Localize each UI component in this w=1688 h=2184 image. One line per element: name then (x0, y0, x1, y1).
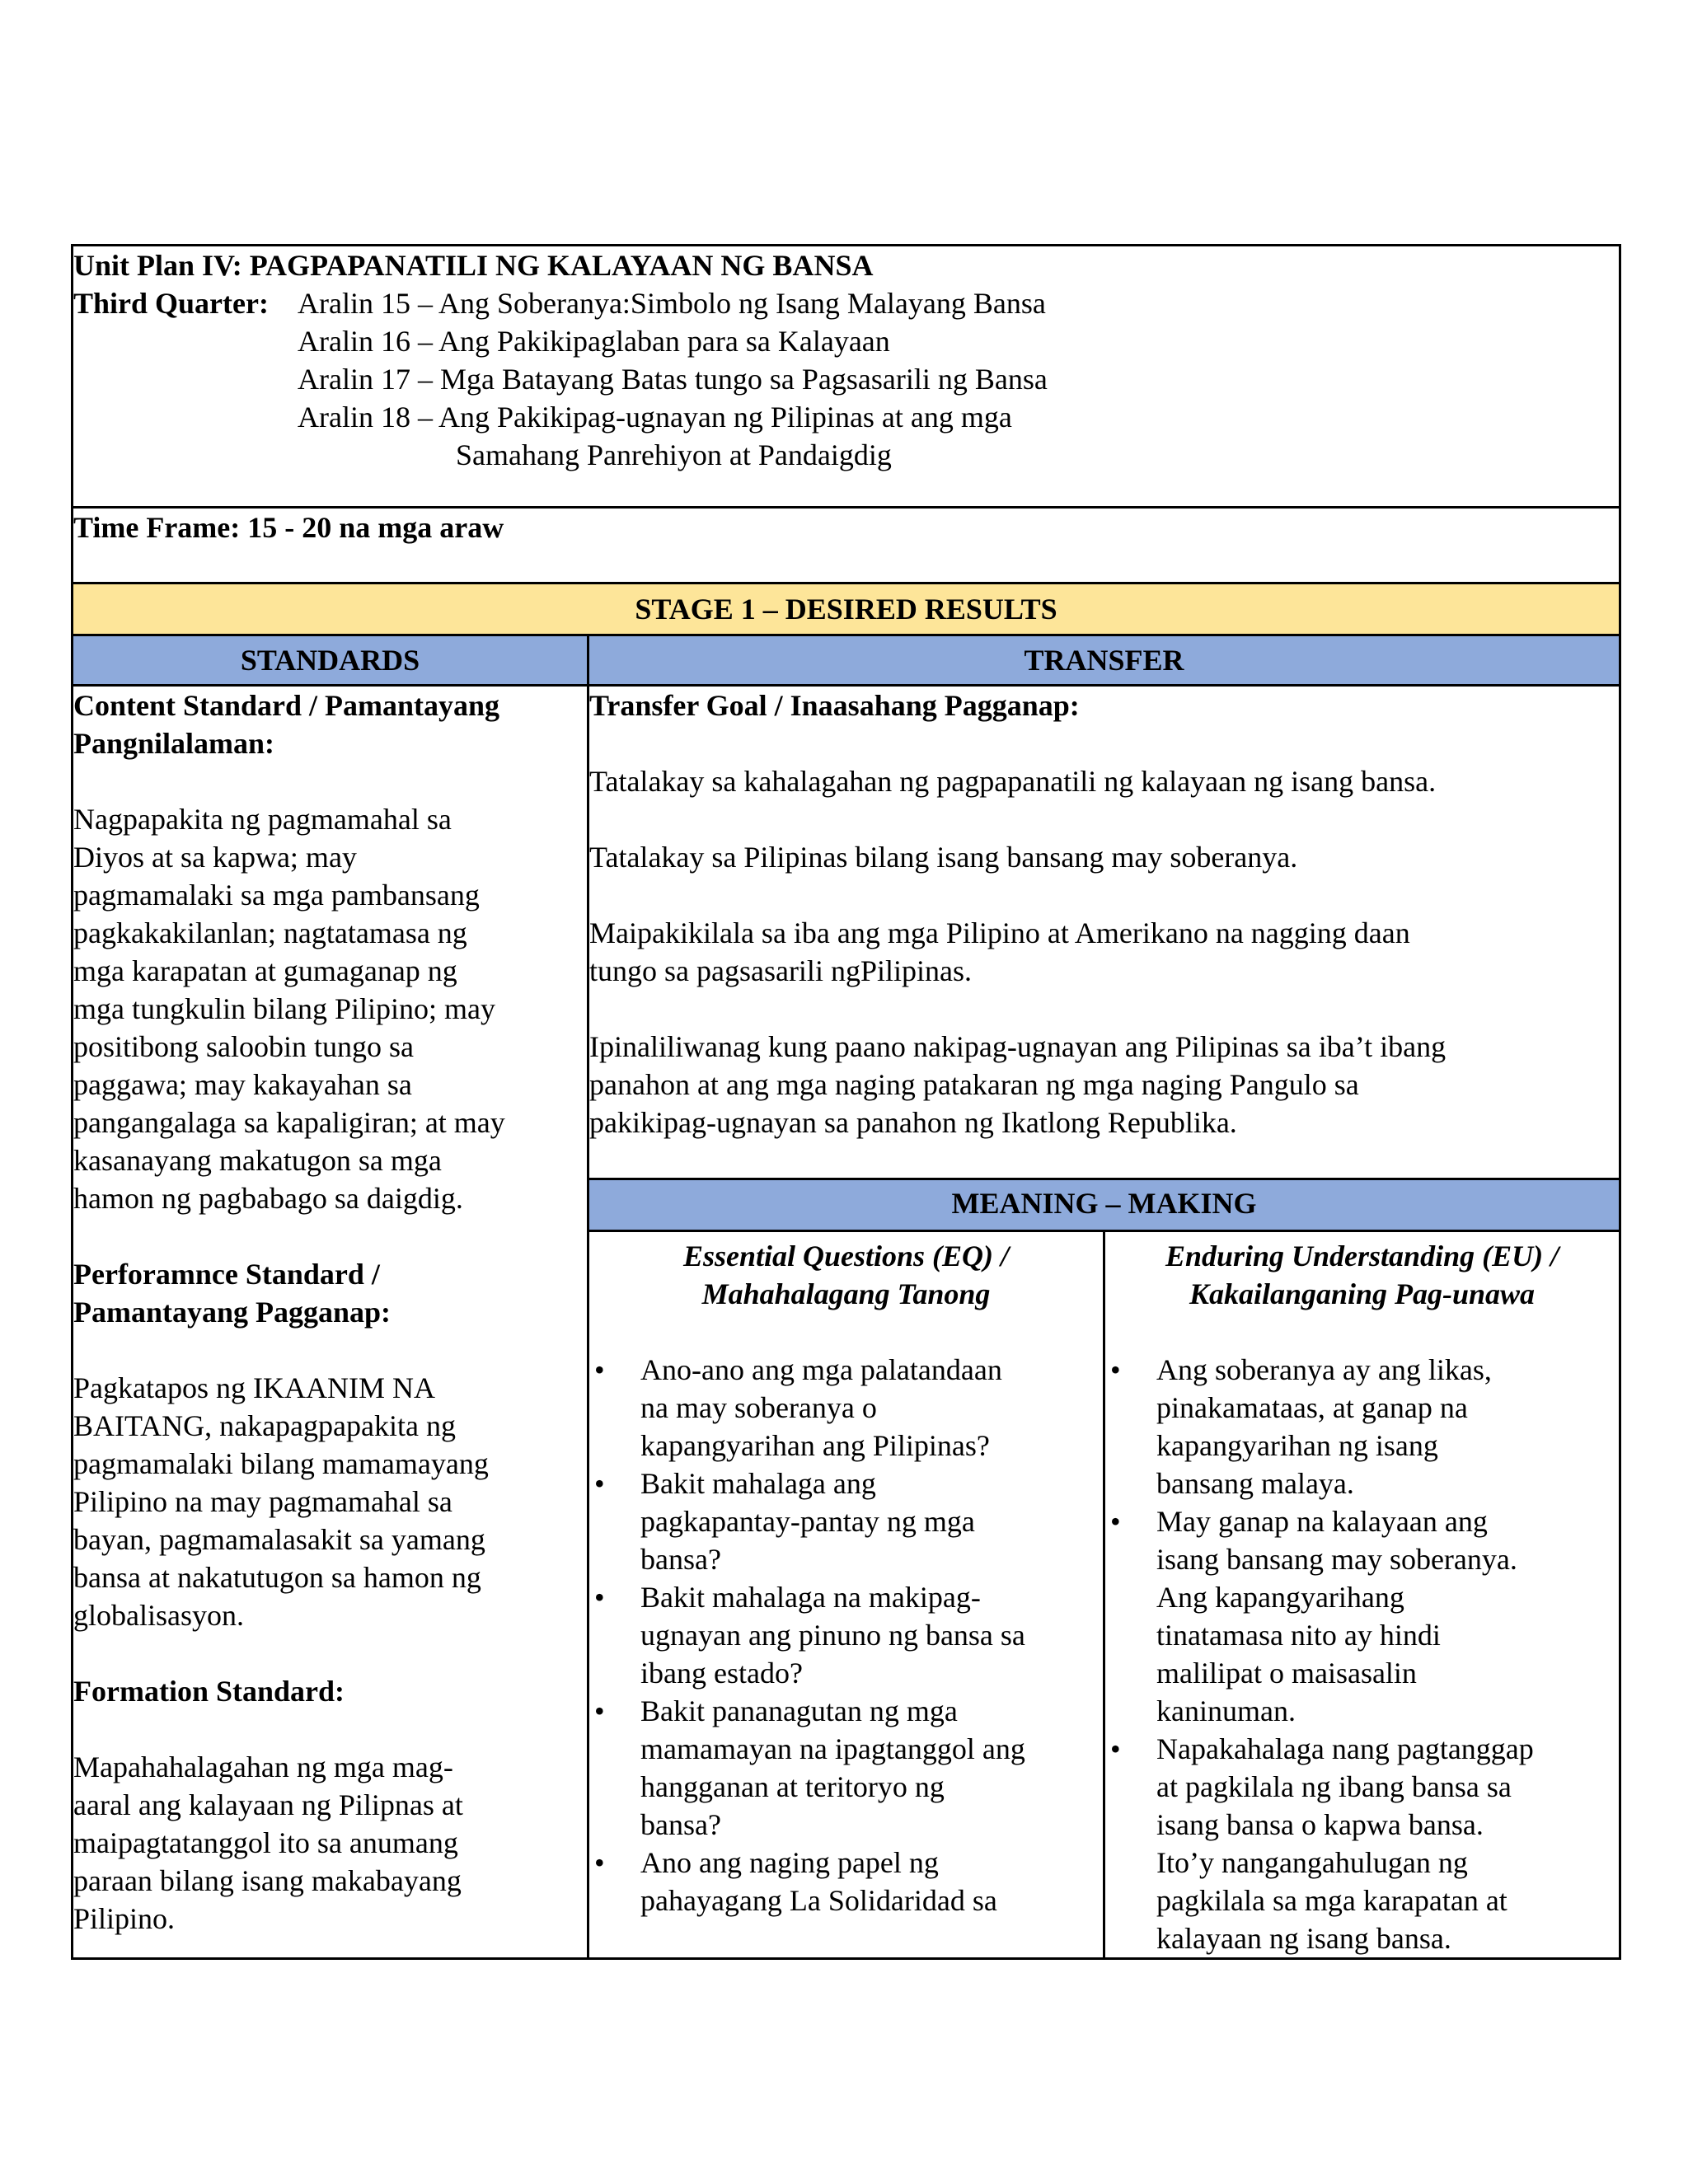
standards-heading: STANDARDS (73, 635, 588, 686)
essential-questions-title: Essential Questions (EQ) / Mahahalagang Tanong (682, 1240, 1010, 1310)
enduring-understanding-list (1105, 1351, 1619, 1957)
time-frame: Time Frame: 15 - 20 na mga araw (73, 508, 1620, 583)
transfer-paragraph: Maipakikilala sa iba ang mga Pilipino at Amerikano na nagging daan tungo sa pagsasarili ngPilipinas. (589, 916, 1410, 987)
formation-standard-title: Formation Standard: (73, 1675, 345, 1708)
list-item: • Ano ang naging papel ng pahayagang La Solidaridad sa (589, 1844, 1103, 1919)
transfer-goal-title: Transfer Goal / Inaasahang Pagganap: (589, 689, 1080, 722)
content-row (73, 686, 1620, 1179)
time-frame-row (73, 508, 1620, 583)
transfer-heading: TRANSFER (588, 635, 1620, 686)
transfer-paragraph: Ipinaliliwanag kung paano nakipag-ugnayan ang Pilipinas sa iba’t ibang panahon at ang mga naging patakaran ng mga naging Pangulo sa pakikipag-ugnayan sa panahon ng Ikatlong Republika. (589, 1030, 1447, 1139)
unit-title: PAGPAPANATILI NG KALAYAAN NG BANSA (249, 249, 874, 282)
lesson-16: Aralin 16 – Ang Pakikipaglaban para sa Kalayaan (298, 325, 890, 358)
list-item: • Bakit mahalaga na makipag- ugnayan ang pinuno ng bansa sa ibang estado? (589, 1578, 1103, 1692)
list-item: • Bakit pananagutan ng mga mamamayan na ipagtanggol ang hangganan at teritoryo ng bansa? (589, 1692, 1103, 1844)
lesson-18-cont: Samahang Panrehiyon at Pandaigdig (456, 438, 892, 471)
lesson-line (73, 360, 1619, 398)
quarter-label: Third Quarter: (73, 287, 269, 320)
lesson-15: Aralin 15 – Ang Soberanya:Simbolo ng Isang Malayang Bansa (298, 287, 1046, 320)
enduring-understanding-cell (1104, 1231, 1620, 1959)
standards-cell (73, 686, 588, 1959)
enduring-understanding-title: Enduring Understanding (EU) / Kakailanganing Pag-unawa (1165, 1240, 1559, 1310)
content-standard-title: Content Standard / Pamantayang Pangnilalaman: (73, 689, 500, 760)
meaning-making-heading: MEANING – MAKING (588, 1179, 1620, 1231)
list-item: • Ang soberanya ay ang likas, pinakamataas, at ganap na kapangyarihan ng isang bansang malaya. (1105, 1351, 1619, 1502)
list-item: • May ganap na kalayaan ang isang bansang may soberanya. Ang kapangyarihang tinatamasa nito ay hindi malilipat o maisasalin kaninuman. (1105, 1502, 1619, 1730)
lesson-line (73, 398, 1619, 436)
unit-plan-table (71, 244, 1621, 1960)
header-row (73, 246, 1620, 508)
list-item: • Ano-ano ang mga palatandaan na may soberanya o kapangyarihan ang Pilipinas? (589, 1351, 1103, 1465)
list-item: • Napakahalaga nang pagtanggap at pagkilala ng ibang bansa sa isang bansa o kapwa bansa. Ito’y nangangahulugan ng pagkilala sa mga karapatan at kalayaan ng isang bansa. (1105, 1730, 1619, 1957)
lesson-line (73, 322, 1619, 360)
unit-label: Unit Plan IV: (73, 249, 242, 282)
lesson-18: Aralin 18 – Ang Pakikipag-ugnayan ng Pilipinas at ang mga (298, 401, 1012, 434)
performance-standard-text: Pagkatapos ng IKAANIM NA BAITANG, nakapagpapakita ng pagmamalaki bilang mamamayang Pilipino na may pagmamahal sa bayan, pagmamalasakit sa yamang bansa at nakatutugon sa hamon ng globalisasyon. (73, 1371, 489, 1632)
lesson-line (73, 436, 1619, 474)
lesson-line (73, 284, 1619, 322)
transfer-paragraph: Tatalakay sa Pilipinas bilang isang bansang may soberanya. (589, 841, 1298, 874)
stage-row (73, 583, 1620, 635)
lesson-17: Aralin 17 – Mga Batayang Batas tungo sa Pagsasarili ng Bansa (298, 363, 1048, 396)
performance-standard-title: Perforamnce Standard / Pamantayang Pagganap: (73, 1258, 392, 1329)
list-item: • Bakit mahalaga ang pagkapantay-pantay ng mga bansa? (589, 1465, 1103, 1578)
transfer-paragraph: Tatalakay sa kahalagahan ng pagpapanatili ng kalayaan ng isang bansa. (589, 765, 1437, 798)
unit-header (73, 246, 1620, 508)
essential-questions-cell (588, 1231, 1104, 1959)
stage-title: STAGE 1 – DESIRED RESULTS (73, 583, 1620, 635)
content-standard-text: Nagpapakita ng pagmamahal sa Diyos at sa kapwa; may pagmamalaki sa mga pambansang pagkakakilanlan; nagtatamasa ng mga karapatan at gumaganap ng mga tungkulin bilang Pilipino; may positibong saloobin tungo sa paggawa; may kakayahan sa pangangalaga sa kapaligiran; at may kasanayang makatugon sa mga hamon ng pagbabago sa daigdig. (73, 803, 505, 1215)
section-heading-row (73, 635, 1620, 686)
transfer-cell (588, 686, 1620, 1179)
unit-title-line (73, 246, 1619, 284)
essential-questions-list (589, 1351, 1103, 1919)
formation-standard-text: Mapahahalagahan ng mga mag- aaral ang kalayaan ng Pilipnas at maipagtatanggol ito sa anumang paraan bilang isang makabayang Pilipino. (73, 1750, 463, 1935)
